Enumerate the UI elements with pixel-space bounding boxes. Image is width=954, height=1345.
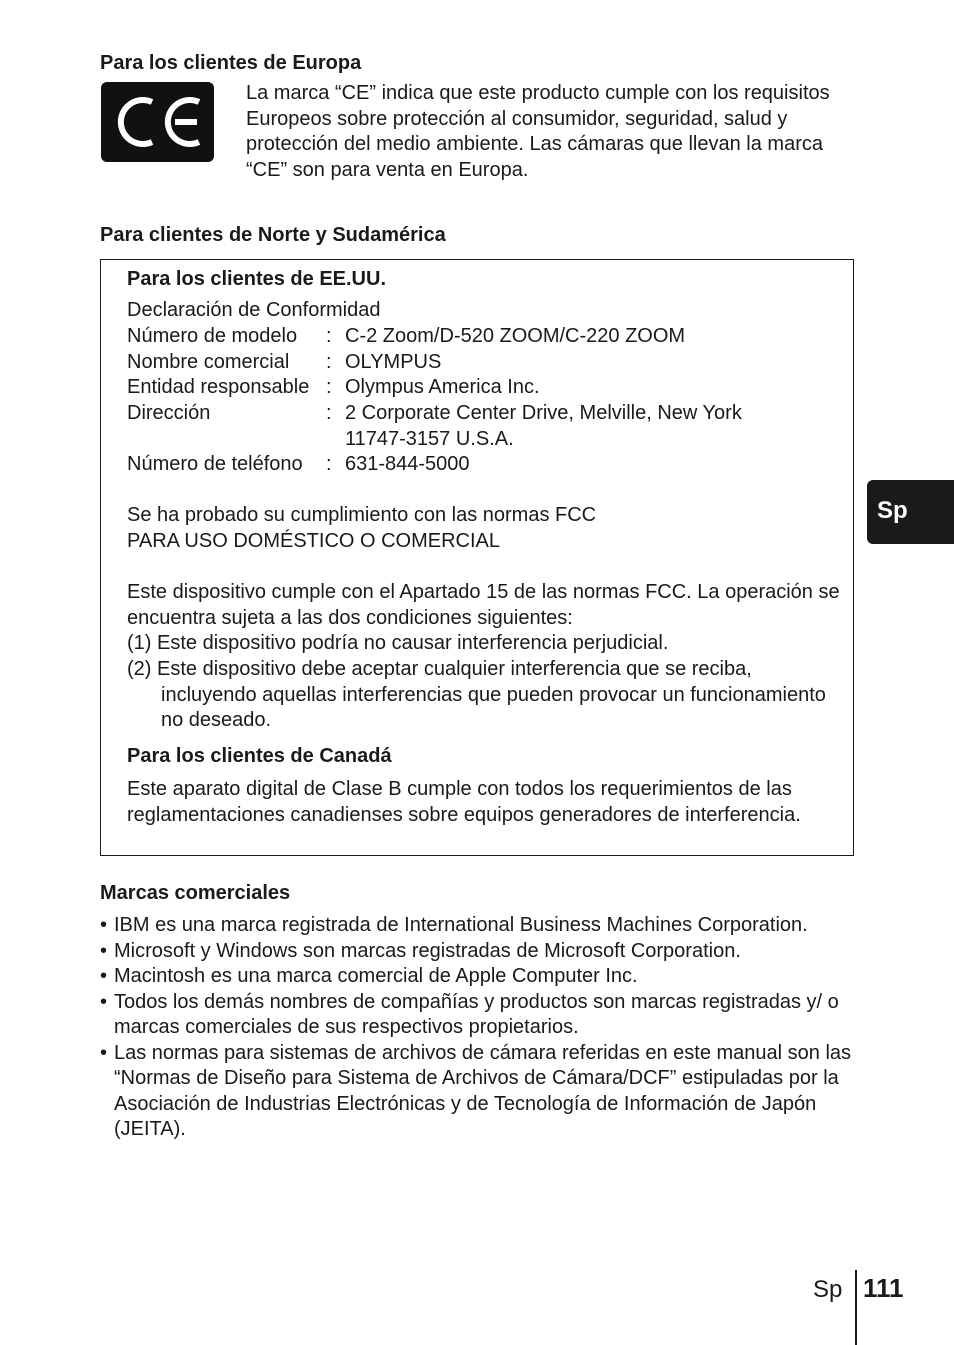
trademarks-list bbox=[100, 913, 860, 1143]
usa-heading: Para los clientes de EE.UU. bbox=[127, 268, 386, 290]
bullet: • bbox=[100, 914, 108, 936]
ce-mark-icon bbox=[101, 82, 214, 162]
declaration-title: Declaración de Conformidad bbox=[127, 299, 381, 321]
canada-text: Este aparato digital de Clase B cumple con todos los requerimientos de las reglamentaciones canadienses sobre equipos generadores de interferencia. bbox=[127, 778, 801, 826]
canada-heading: Para los clientes de Canadá bbox=[127, 745, 392, 767]
side-tab-label: Sp bbox=[877, 497, 908, 524]
spec-separator: : bbox=[326, 376, 332, 398]
spec-separator: : bbox=[326, 351, 332, 373]
list-item bbox=[100, 1041, 860, 1143]
fcc-tested-text: Se ha probado su cumplimiento con las normas FCC bbox=[127, 504, 597, 526]
footer-language: Sp bbox=[813, 1276, 843, 1303]
language-side-tab bbox=[867, 480, 954, 544]
list-item bbox=[100, 990, 860, 1041]
europe-text: La marca “CE” indica que este producto cumple con los requisitos Europeos sobre protección al consumidor, seguridad, salud y protección del medio ambiente. Las cámaras que llevan la marca “CE” son para venta en Europa. bbox=[246, 82, 830, 181]
spec-separator: : bbox=[326, 453, 332, 475]
spec-separator: : bbox=[326, 325, 332, 347]
spec-value: 2 Corporate Center Drive, Melville, New York 11747-3157 U.S.A. bbox=[345, 402, 742, 450]
trademarks-heading: Marcas comerciales bbox=[100, 882, 291, 904]
spec-label: Número de modelo bbox=[127, 325, 298, 347]
fcc-condition-2: (2) Este dispositivo debe aceptar cualquier interferencia que se reciba, incluyendo aquellas interferencias que pueden provocar un funcionamiento no deseado. bbox=[127, 658, 826, 731]
spec-value: 631-844-5000 bbox=[345, 453, 470, 475]
trademark-text: IBM es una marca registrada de International Business Machines Corporation. bbox=[114, 914, 808, 936]
fcc-use-text: PARA USO DOMÉSTICO O COMERCIAL bbox=[127, 530, 501, 552]
europe-heading: Para los clientes de Europa bbox=[100, 52, 362, 74]
bullet: • bbox=[100, 939, 108, 962]
spec-value: OLYMPUS bbox=[345, 351, 442, 373]
list-item bbox=[100, 939, 860, 965]
trademark-text: Microsoft y Windows son marcas registradas de Microsoft Corporation. bbox=[114, 939, 741, 962]
spec-separator: : bbox=[326, 402, 332, 424]
fcc-condition-1: (1) Este dispositivo podría no causar interferencia perjudicial. bbox=[127, 632, 669, 654]
bullet: • bbox=[100, 990, 108, 1013]
trademark-text: Macintosh es una marca comercial de Apple Computer Inc. bbox=[114, 965, 638, 987]
spec-value: Olympus America Inc. bbox=[345, 376, 540, 398]
spec-label: Entidad responsable bbox=[127, 376, 310, 398]
fcc-part15-text: Este dispositivo cumple con el Apartado 15 de las normas FCC. La operación se encuentra sujeta a las dos condiciones siguientes: bbox=[127, 581, 840, 629]
list-item bbox=[100, 964, 860, 990]
spec-label: Dirección bbox=[127, 402, 211, 424]
bullet: • bbox=[100, 1041, 108, 1064]
trademark-text: Todos los demás nombres de compañías y productos son marcas registradas y/ o marcas comerciales de sus respectivos propietarios. bbox=[114, 990, 839, 1038]
footer-divider bbox=[855, 1270, 857, 1345]
bullet: • bbox=[100, 965, 108, 987]
spec-label: Nombre comercial bbox=[127, 351, 290, 373]
page-number: 111 bbox=[863, 1273, 904, 1303]
spec-value: C-2 Zoom/D-520 ZOOM/C-220 ZOOM bbox=[345, 325, 686, 347]
americas-heading: Para clientes de Norte y Sudamérica bbox=[100, 224, 446, 246]
list-item bbox=[100, 913, 860, 939]
trademark-text: Las normas para sistemas de archivos de cámara referidas en este manual son las “Normas de Diseño para Sistema de Archivos de Cámara/DCF” estipuladas por la Asociación de Industrias Electrónicas y de Tecnología de Información de Japón (JEITA). bbox=[114, 1041, 852, 1140]
spec-label: Número de teléfono bbox=[127, 453, 303, 475]
